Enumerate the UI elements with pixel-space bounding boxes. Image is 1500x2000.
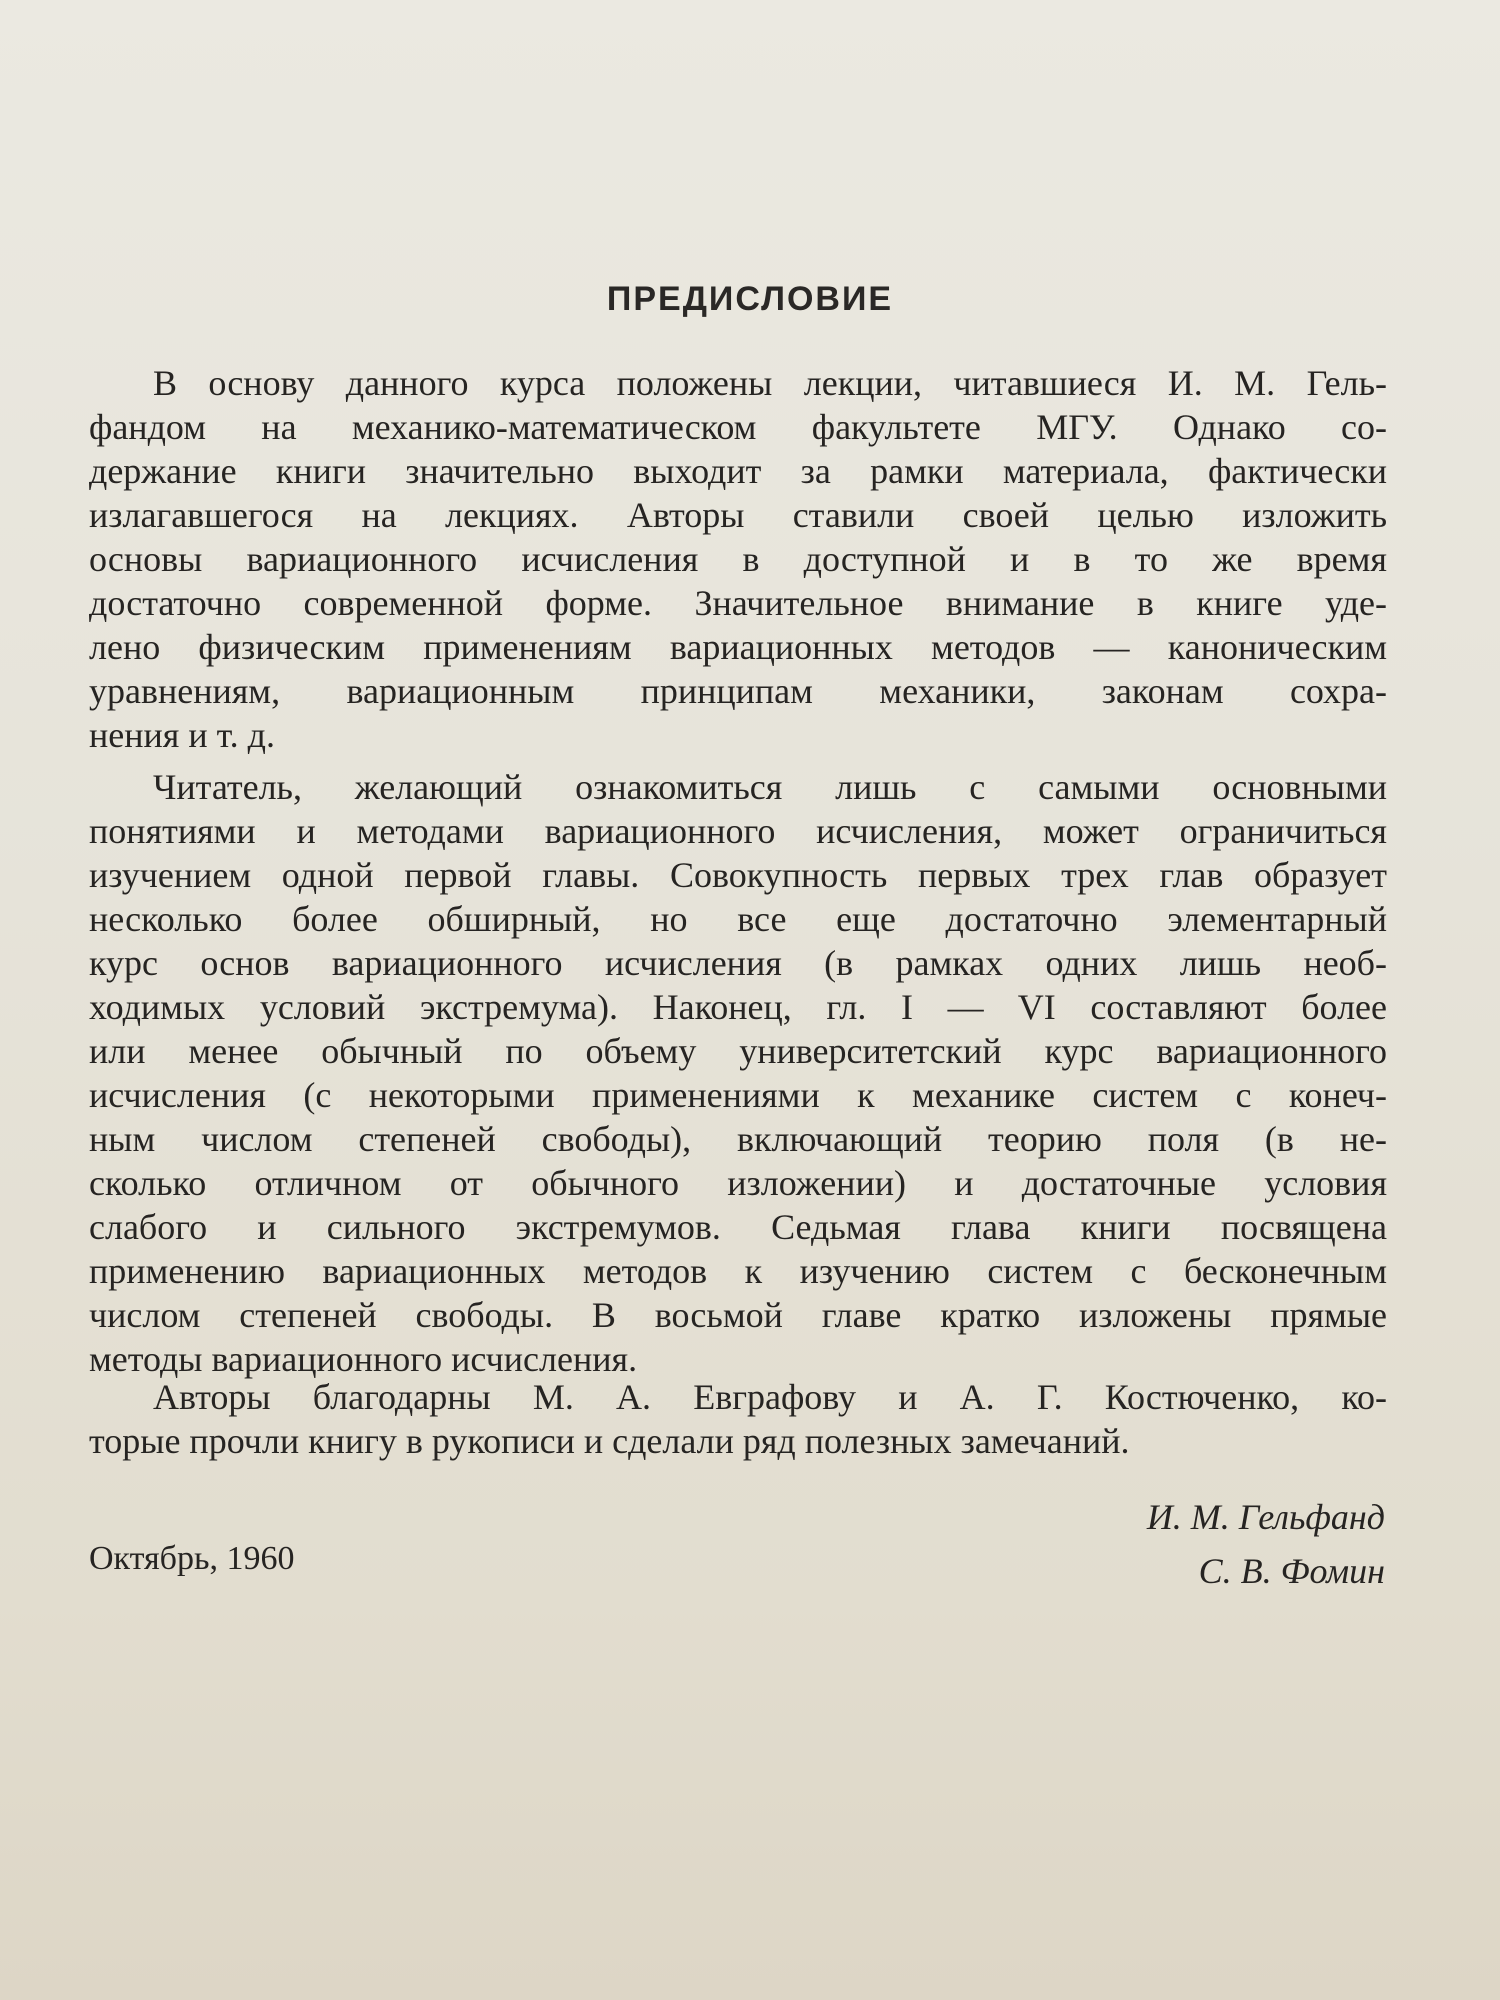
text-line: торые прочли книгу в рукописи и сделали ряд полезных замечаний. [89, 1421, 1130, 1461]
page-title: ПРЕДИСЛОВИЕ [606, 280, 894, 318]
text-line: ходимых условий экстремума). Наконец, гл. I — VI составляют более [89, 987, 1387, 1027]
signature-author-2: С. В. Фомин [1198, 1551, 1385, 1591]
text-line: применению вариационных методов к изучению систем с бесконечным [89, 1251, 1387, 1291]
paragraph-1 [89, 361, 1387, 757]
text-line: Авторы благодарны М. А. Евграфову и А. Г. Костюченко, ко- [153, 1377, 1387, 1417]
text-line: основы вариационного исчисления в доступной и в то же время [89, 539, 1387, 579]
text-line: слабого и сильного экстремумов. Седьмая глава книги посвящена [89, 1207, 1387, 1247]
text-line: методы вариационного исчисления. [89, 1339, 638, 1379]
text-line: нения и т. д. [89, 715, 275, 755]
paragraph-2 [89, 765, 1387, 1381]
date: Октябрь, 1960 [89, 1540, 295, 1577]
text-line: В основу данного курса положены лекции, читавшиеся И. М. Гель- [153, 363, 1387, 403]
text-line: понятиями и методами вариационного исчисления, может ограничиться [89, 811, 1387, 851]
text-line: изучением одной первой главы. Совокупность первых трех глав образует [89, 855, 1387, 895]
text-line: числом степеней свободы. В восьмой главе кратко изложены прямые [89, 1295, 1387, 1335]
text-line: держание книги значительно выходит за рамки материала, фактически [89, 451, 1387, 491]
text-line: исчисления (с некоторыми применениями к механике систем с конеч- [89, 1075, 1387, 1115]
text-line: лено физическим применениям вариационных методов — каноническим [89, 627, 1387, 667]
text-line: фандом на механико-математическом факультете МГУ. Однако со- [89, 407, 1387, 447]
text-line: достаточно современной форме. Значительное внимание в книге уде- [89, 583, 1387, 623]
text-line: Читатель, желающий ознакомиться лишь с самыми основными [153, 767, 1387, 807]
paragraph-3 [89, 1375, 1387, 1463]
text-line: или менее обычный по объему университетский курс вариационного [89, 1031, 1387, 1071]
text-line: ным числом степеней свободы), включающий теорию поля (в не- [89, 1119, 1387, 1159]
text-line: уравнениям, вариационным принципам механики, законам сохра- [89, 671, 1387, 711]
signature-author-1: И. М. Гельфанд [1146, 1497, 1385, 1537]
text-line: курс основ вариационного исчисления (в рамках одних лишь необ- [89, 943, 1387, 983]
text-line: несколько более обширный, но все еще достаточно элементарный [89, 899, 1387, 939]
text-line: сколько отличном от обычного изложении) и достаточные условия [89, 1163, 1387, 1203]
text-line: излагавшегося на лекциях. Авторы ставили своей целью изложить [89, 495, 1387, 535]
